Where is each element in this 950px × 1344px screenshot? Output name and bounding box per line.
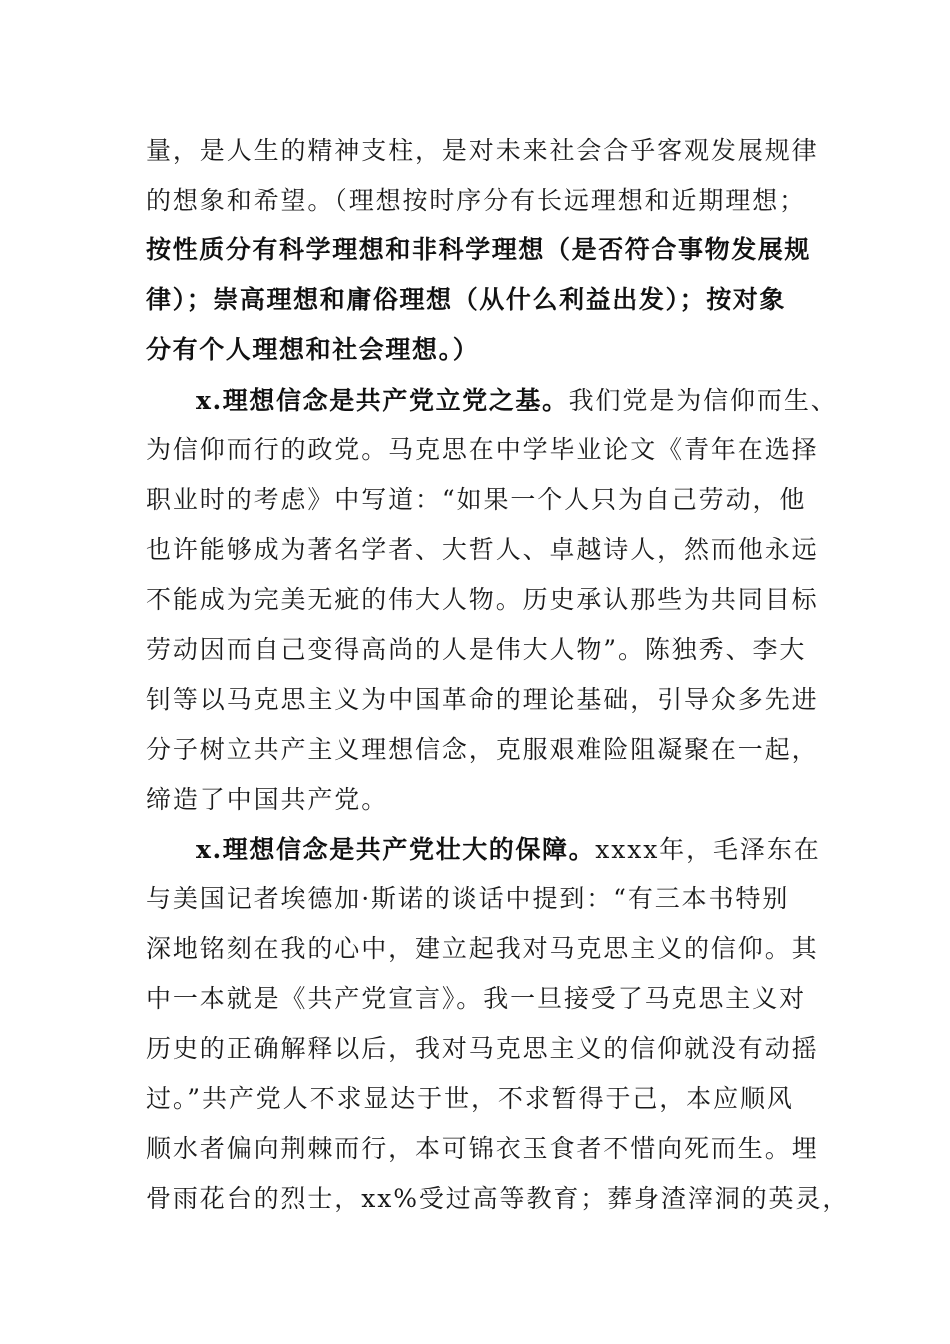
text-line: 深地铭刻在我的心中，建立起我对马克思主义的信仰。其 bbox=[146, 934, 819, 963]
paragraph-first-line bbox=[196, 381, 876, 421]
text-line: 钊等以马克思主义为中国革命的理论基础，引导众多先进 bbox=[146, 685, 819, 714]
text-line: 历史的正确解释以后，我对马克思主义的信仰就没有动摇 bbox=[146, 1034, 819, 1063]
text-line: 量，是人生的精神支柱，是对未来社会合乎客观发展规律 bbox=[146, 136, 819, 165]
text-line: 中一本就是《共产党宣言》。我一旦接受了马克思主义对 bbox=[146, 984, 807, 1013]
section-heading: x.理想信念是共产党立党之基。 bbox=[196, 386, 569, 415]
text-line: 也许能够成为著名学者、大哲人、卓越诗人，然而他永远 bbox=[146, 535, 819, 564]
text-line: 顺水者偏向荆棘而行，本可锦衣玉食者不惜向死而生。埋 bbox=[146, 1134, 819, 1163]
text-line: 分有个人理想和社会理想。） bbox=[146, 335, 480, 364]
text-line: 的想象和希望。（理想按时序分有长远理想和近期理想； bbox=[146, 186, 807, 215]
text-line: 与美国记者埃德加·斯诺的谈话中提到：“有三本书特别 bbox=[146, 884, 790, 913]
section-heading: x.理想信念是共产党壮大的保障。 bbox=[196, 835, 596, 864]
text-line: 过。”共产党人不求显达于世，不求暂得于己，本应顺风 bbox=[146, 1084, 794, 1113]
text-line: 骨雨花台的烈士，xx%受过高等教育；葬身渣滓洞的英灵， bbox=[146, 1184, 850, 1213]
text-line: 缔造了中国共产党。 bbox=[146, 785, 389, 814]
text-line: 按性质分有科学理想和非科学理想（是否符合事物发展规 bbox=[146, 235, 812, 264]
text-span: 我们党是为信仰而生、 bbox=[568, 386, 838, 415]
text-line: 分子树立共产主义理想信念，克服艰难险阻凝聚在一起， bbox=[146, 735, 819, 764]
text-line: 劳动因而自己变得高尚的人是伟大人物”。陈独秀、李大 bbox=[146, 635, 807, 664]
text-line: 为信仰而行的政党。马克思在中学毕业论文《青年在选择 bbox=[146, 435, 819, 464]
text-span: xxxx年，毛泽东在 bbox=[595, 835, 821, 864]
text-line: 职业时的考虑》中写道：“如果一个人只为自己劳动，他 bbox=[146, 485, 807, 514]
text-line: 不能成为完美无疵的伟大人物。历史承认那些为共同目标 bbox=[146, 585, 819, 614]
text-line: 律）；崇高理想和庸俗理想（从什么利益出发）；按对象 bbox=[146, 285, 787, 314]
paragraph-first-line bbox=[196, 830, 876, 870]
